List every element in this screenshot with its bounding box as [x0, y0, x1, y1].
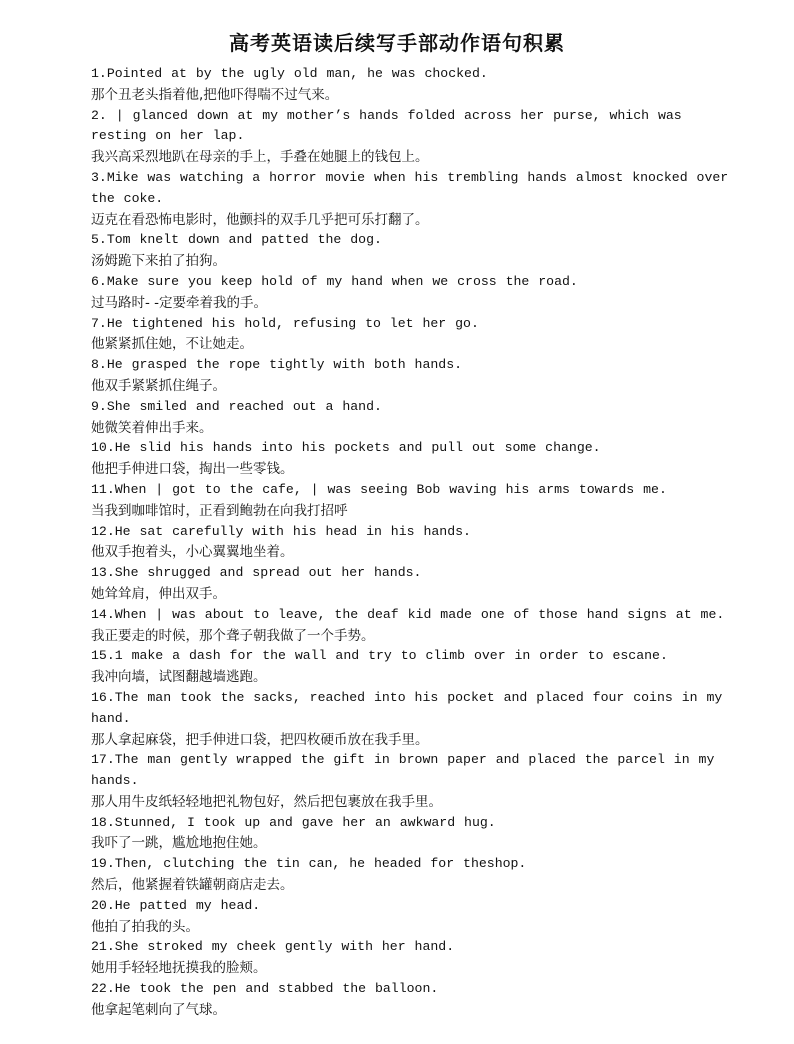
chinese-translation: 那人拿起麻袋，把手伸进口袋，把四枚硬币放在我手里。 — [91, 731, 429, 748]
chinese-translation: 然后，他紧握着铁罐朝商店走去。 — [91, 877, 294, 894]
english-sentence: 1.Pointed at by the ugly old man, he was chocked. — [91, 66, 488, 81]
page-title: 高考英语读后续写手部动作语句积累 — [229, 31, 565, 55]
english-sentence: 3.Mike was watching a horror movie when his trembling hands almost knocked over the coke. — [91, 169, 729, 206]
list-item — [91, 355, 731, 397]
english-sentence: 15.1 make a dash for the wall and try to climb over in order to escane. — [91, 648, 668, 664]
english-sentence: 7.He tightened his hold, refusing to let her go. — [91, 315, 479, 331]
list-item — [91, 979, 731, 1021]
chinese-translation: 他紧紧抓住她，不让她走。 — [91, 336, 253, 353]
chinese-translation: 她用手轻轻地抚摸我的脸颊。 — [91, 960, 267, 977]
chinese-translation: 汤姆跪下来拍了拍狗。 — [91, 253, 226, 270]
english-sentence: 22.He took the pen and stabbed the balloon. — [91, 981, 439, 997]
chinese-translation: 他拿起笔刺向了气球。 — [91, 1001, 226, 1018]
list-item — [91, 854, 731, 896]
chinese-translation: 我冲向墙，试图翻越墙逃跑。 — [91, 669, 267, 686]
list-item — [91, 813, 731, 855]
list-item — [91, 438, 731, 480]
english-sentence: 19.Then, clutching the tin can, he headed for theshop. — [91, 856, 527, 872]
chinese-translation: 我兴高采烈地趴在母亲的手上，手叠在她腿上的钱包上。 — [91, 149, 429, 166]
english-sentence: 2. | glanced down at my mother’s hands folded across her purse, which was resting on her lap. — [91, 107, 682, 144]
chinese-translation: 那人用牛皮纸轻轻地把礼物包好，然后把包裹放在我手里。 — [91, 793, 442, 810]
list-item — [91, 750, 731, 812]
list-item — [91, 168, 731, 230]
list-item — [91, 480, 731, 522]
chinese-translation: 迈克在看恐怖电影时，他颤抖的双手几乎把可乐打翻了。 — [91, 211, 429, 228]
english-sentence: 14.When | was about to leave, the deaf kid made one of those hand signs at me. — [91, 606, 725, 622]
english-sentence: 20.He patted my head. — [91, 897, 261, 913]
list-item — [91, 106, 731, 168]
english-sentence: 9.She smiled and reached out a hand. — [91, 398, 382, 414]
english-sentence: 12.He sat carefully with his head in his hands. — [91, 523, 471, 539]
chinese-translation: 那个丑老头指着他,把他吓得喘不过气来。 — [91, 86, 339, 103]
english-sentence: 5.Tom knelt down and patted the dog. — [91, 232, 382, 248]
list-item — [91, 522, 731, 564]
list-item — [91, 646, 731, 688]
chinese-translation: 当我到咖啡馆时，正看到鲍勃在向我打招呼 — [91, 502, 348, 519]
chinese-translation: 我正要走的时候，那个聋子朝我做了一个手势。 — [91, 627, 375, 644]
chinese-translation: 他把手伸进口袋，掏出一些零钱。 — [91, 461, 294, 478]
list-item — [91, 563, 731, 605]
english-sentence: 17.The man gently wrapped the gift in brown paper and placed the parcel in my hands. — [91, 752, 715, 789]
list-item — [91, 605, 731, 647]
list-item — [91, 397, 731, 439]
sentence-list — [91, 64, 731, 1021]
english-sentence: 6.Make sure you keep hold of my hand when we cross the road. — [91, 273, 578, 289]
chinese-translation: 我吓了一跳，尴尬地抱住她。 — [91, 835, 267, 852]
english-sentence: 18.Stunned, I took up and gave her an awkward hug. — [91, 814, 496, 830]
list-item — [91, 314, 731, 356]
english-sentence: 10.He slid his hands into his pockets and pull out some change. — [91, 440, 601, 456]
chinese-translation: 她微笑着伸出手来。 — [91, 419, 213, 436]
english-sentence: 16.The man took the sacks, reached into his pocket and placed four coins in my hand. — [91, 689, 723, 726]
chinese-translation: 过马路时- -定要牵着我的手。 — [91, 294, 268, 311]
list-item — [91, 896, 731, 938]
chinese-translation: 他双手抱着头，小心翼翼地坐着。 — [91, 544, 294, 561]
list-item — [91, 937, 731, 979]
list-item — [91, 230, 731, 272]
chinese-translation: 他双手紧紧抓住绳子。 — [91, 377, 226, 394]
list-item — [91, 688, 731, 750]
english-sentence: 13.She shrugged and spread out her hands. — [91, 565, 422, 581]
english-sentence: 21.She stroked my cheek gently with her hand. — [91, 939, 455, 955]
english-sentence: 11.When | got to the cafe, | was seeing Bob waving his arms towards me. — [91, 481, 667, 497]
chinese-translation: 他拍了拍我的头。 — [91, 918, 199, 935]
chinese-translation: 她耸耸肩，伸出双手。 — [91, 585, 226, 602]
english-sentence: 8.He grasped the rope tightly with both hands. — [91, 357, 463, 373]
list-item — [91, 272, 731, 314]
list-item — [91, 64, 731, 106]
